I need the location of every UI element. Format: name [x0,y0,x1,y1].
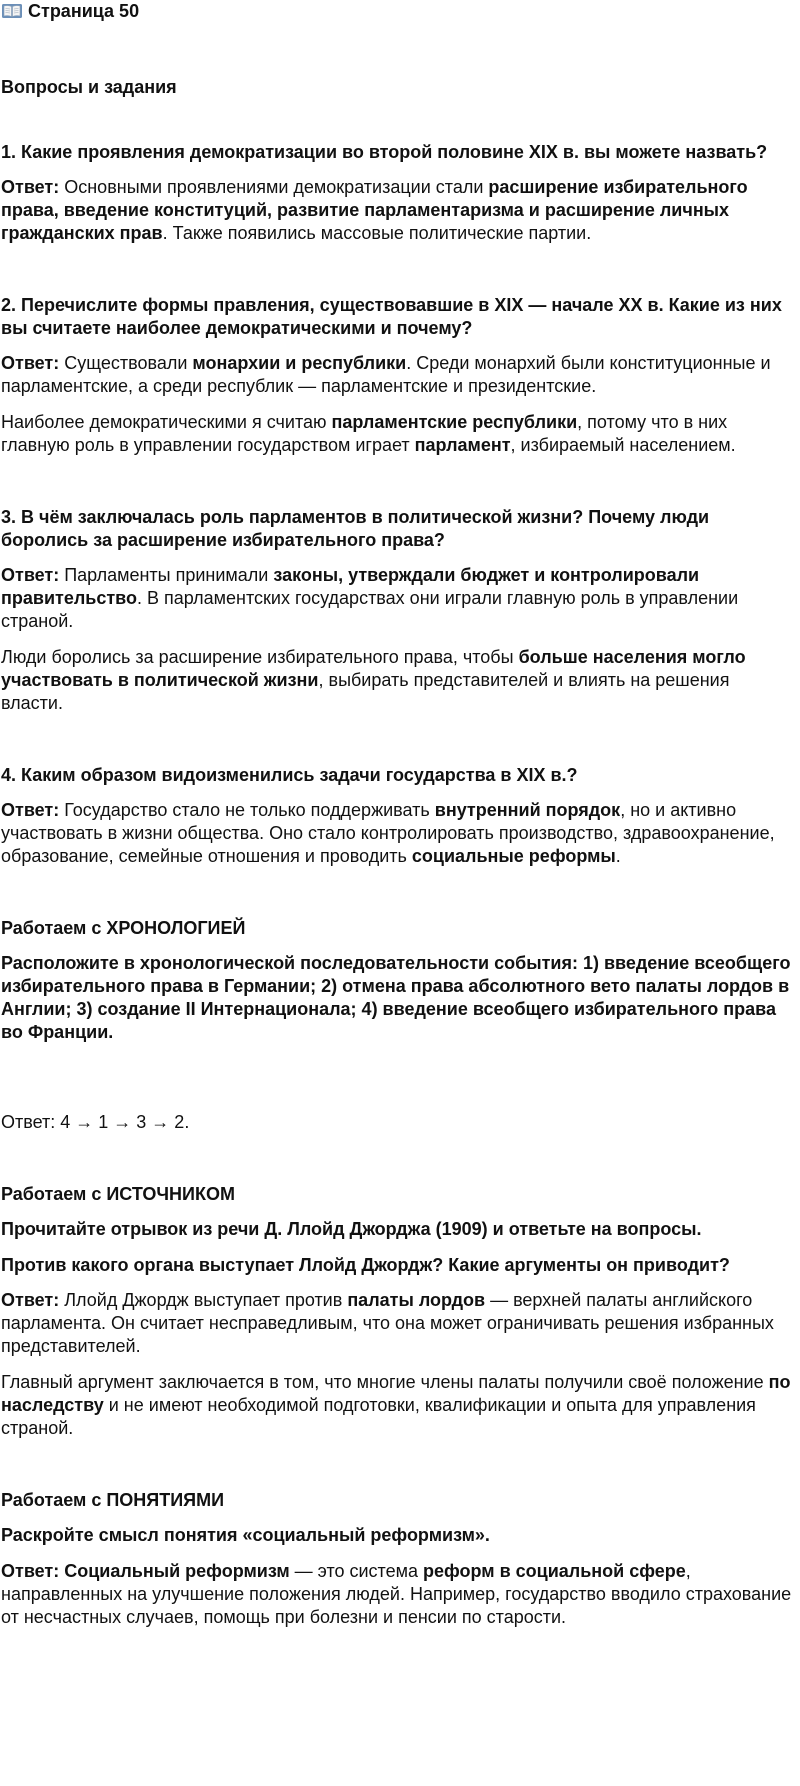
concepts-title: Работаем с ПОНЯТИЯМИ [1,1490,225,1510]
answer-label: Ответ: [1,353,60,373]
source-question: Против какого органа выступает Ллойд Джордж? Какие аргументы он приводит? [1,1255,730,1275]
page-title: Страница 50 [28,1,140,21]
concepts-answer: Ответ: Социальный реформизм — это система реформ в социальной сфере, направленных на улучшение положения людей. Например, государство вводило страхование от несчастных случаев, помощь при болезни и пенсии по старости. [1,1561,792,1627]
answer-3: Ответ: Парламенты принимали законы, утверждали бюджет и контролировали правительство. В парламентских государствах они играли главную роль в управлении страной. [1,565,739,631]
page-header [1,0,792,22]
question-2: 2. Перечислите формы правления, существовавшие в XIX — начале XX в. Какие из них вы считаете наиболее демократическими и почему? [1,295,782,338]
source-title: Работаем с ИСТОЧНИКОМ [1,1184,235,1204]
chronology-answer: Ответ: 4 → 1 → 3 → 2. [1,1112,190,1132]
answer-1: Ответ: Основными проявлениями демократизации стали расширение избирательного права, введение конституций, развитие парламентаризма и расширение личных гражданских прав. Также появились массовые политические партии. [1,177,748,243]
answer-label: Ответ: Социальный реформизм [1,1561,290,1581]
open-book-icon [1,3,23,19]
source-task: Прочитайте отрывок из речи Д. Ллойд Джорджа (1909) и ответьте на вопросы. [1,1219,702,1239]
question-1: 1. Какие проявления демократизации во второй половине XIX в. вы можете назвать? [1,142,768,162]
answer-2-paragraph-2: Наиболее демократическими я считаю парламентские республики, потому что в них главную роль в управлении государством играет парламент, избираемый населением. [1,412,736,455]
chronology-task: Расположите в хронологической последовательности события: 1) введение всеобщего избирательного права в Германии; 2) отмена права абсолютного вето палаты лордов в Англии; 3) создание II Интернационала; 4) введение всеобщего избирательного права во Франции. [1,953,791,1042]
question-4: 4. Каким образом видоизменились задачи государства в XIX в.? [1,765,578,785]
questions-title: Вопросы и задания [1,77,177,97]
answer-label: Ответ: [1,565,60,585]
answer-label: Ответ: [1,800,60,820]
concepts-task: Раскройте смысл понятия «социальный реформизм». [1,1525,490,1545]
source-answer-paragraph-2: Главный аргумент заключается в том, что многие члены палаты получили своё положение по наследству и не имеют необходимой подготовки, квалификации и опыта для управления страной. [1,1372,791,1438]
answer-3-paragraph-2: Люди боролись за расширение избирательного права, чтобы больше населения могло участвовать в политической жизни, выбирать представителей и влиять на решения власти. [1,647,746,713]
answer-2: Ответ: Существовали монархии и республики. Среди монархий были конституционные и парламентские, а среди республик — парламентские и президентские. [1,353,771,396]
answer-label: Ответ: [1,177,60,197]
question-3: 3. В чём заключалась роль парламентов в политической жизни? Почему люди боролись за расширение избирательного права? [1,507,710,550]
answer-4: Ответ: Государство стало не только поддерживать внутренний порядок, но и активно участвовать в жизни общества. Оно стало контролировать производство, здравоохранение, образование, семейные отношения и проводить социальные реформы. [1,800,775,866]
chronology-title: Работаем с ХРОНОЛОГИЕЙ [1,918,246,938]
answer-label: Ответ: [1,1290,60,1310]
source-answer: Ответ: Ллойд Джордж выступает против палаты лордов — верхней палаты английского парламента. Он считает несправедливым, что она может ограничивать решения избранных представителей. [1,1290,774,1356]
